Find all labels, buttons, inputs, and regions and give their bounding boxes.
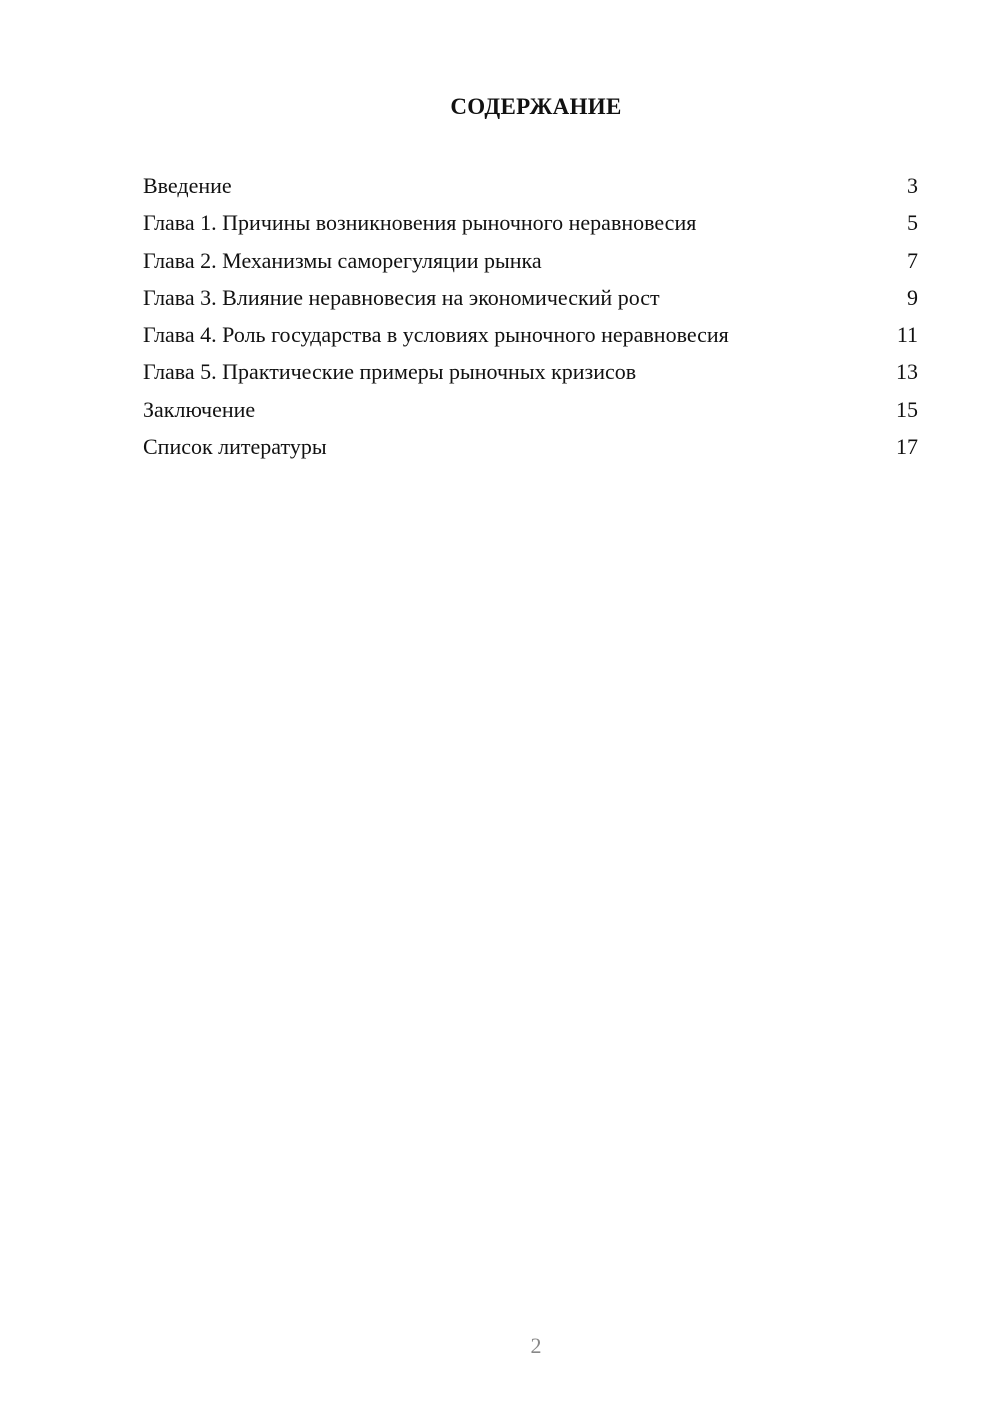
toc-entry-chapter-5: [143, 353, 918, 390]
toc-entry-page: 5: [907, 210, 918, 236]
toc-entry-page: 3: [907, 173, 918, 198]
toc-entry-page: 9: [907, 284, 918, 310]
toc-entry-page: 11: [896, 322, 918, 348]
toc-entry-label: Введение: [143, 173, 232, 198]
toc-entry-label: Глава 1. Причины возникновения рыночного неравновесия: [143, 210, 697, 236]
toc-entry-label: Глава 2. Механизмы саморегуляции рынка: [143, 247, 542, 273]
toc-entry-introduction: [143, 167, 918, 204]
toc-entry-page: 17: [896, 434, 918, 460]
toc-entry-chapter-4: [143, 316, 918, 353]
toc-entry-label: Глава 4. Роль государства в условиях рыночного неравновесия: [143, 322, 729, 348]
toc-entry-references: [143, 428, 918, 465]
toc-entry-label: Заключение: [143, 396, 256, 422]
table-of-contents: [143, 167, 918, 465]
toc-entry-chapter-2: [143, 242, 918, 279]
toc-entry-page: 15: [896, 396, 918, 422]
page-number: 2: [530, 1333, 542, 1358]
toc-entry-page: 7: [907, 247, 918, 273]
toc-entry-chapter-1: [143, 204, 918, 241]
toc-entry-conclusion: [143, 391, 918, 428]
toc-entry-label: Глава 5. Практические примеры рыночных кризисов: [143, 359, 637, 385]
toc-entry-chapter-3: [143, 279, 918, 316]
toc-entry-label: Глава 3. Влияние неравновесия на экономический рост: [143, 284, 660, 310]
toc-entry-label: Список литературы: [143, 434, 327, 460]
toc-entry-page: 13: [896, 359, 918, 385]
toc-heading: СОДЕРЖАНИЕ: [450, 94, 622, 119]
